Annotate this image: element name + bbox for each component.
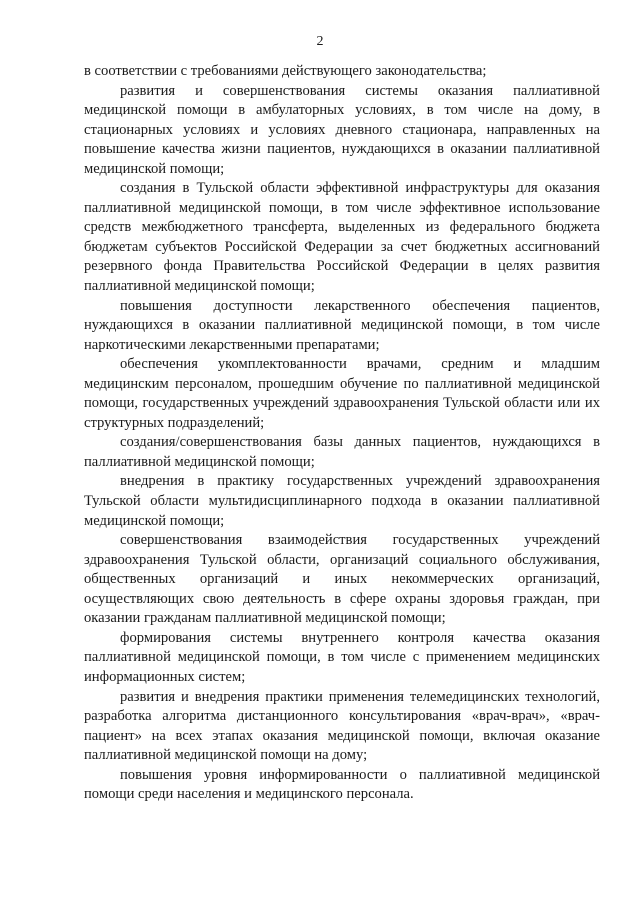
document-body — [84, 62, 600, 805]
paragraph-patient-database: создания/совершенствования базы данных пациентов, нуждающихся в паллиативной медицинской помощи; — [84, 434, 600, 470]
page-number: 2 — [316, 34, 324, 49]
paragraph-continuation: в соответствии с требованиями действующего законодательства; — [84, 63, 487, 79]
paragraph-drug-availability: повышения доступности лекарственного обеспечения пациентов, нуждающихся в оказании паллиативной медицинской помощи, в том числе наркотическими лекарственными препаратами; — [84, 297, 600, 353]
paragraph-staffing: обеспечения укомплектованности врачами, средним и младшим медицинским персоналом, прошедшим обучение по паллиативной медицинской помощи, государственных учреждений здравоохранения Тульской области или их структурных подразделений; — [84, 356, 600, 431]
paragraph-infrastructure: создания в Тульской области эффективной инфраструктуры для оказания паллиативной медицинской помощи, в том числе эффективное использование средств межбюджетного трансферта, выделенных из федерального бюджета бюджетам субъектов Российской Федерации за счет бюджетных ассигнований резервного фонда Правительства Российской Федерации в целях развития паллиативной медицинской помощи; — [84, 180, 600, 295]
paragraph-quality-control: формирования системы внутреннего контроля качества оказания паллиативной медицинской помощи, в том числе с применением медицинских информационных систем; — [84, 629, 600, 685]
paragraph-multidisciplinary: внедрения в практику государственных учреждений здравоохранения Тульской области мультидисциплинарного подхода в оказании паллиативной медицинской помощи; — [84, 473, 600, 529]
paragraph-awareness: повышения уровня информированности о паллиативной медицинской помощи среди населения и медицинского персонала. — [84, 766, 600, 803]
paragraph-telemedicine: развития и внедрения практики применения телемедицинских технологий, разработка алгоритма дистанционного консультирования «врач-врач», «врач-пациент» на всех этапах оказания медицинской помощи, включая оказание паллиативной медицинской помощи на дому; — [84, 688, 600, 764]
paragraph-cooperation: совершенствования взаимодействия государственных учреждений здравоохранения Тульской области, организаций социального обслуживания, общественных организаций и иных некоммерческих организаций, осуществляющих свою деятельность в сфере охраны здоровья граждан, при оказании гражданам паллиативной медицинской помощи; — [84, 532, 600, 627]
paragraph-palliative-care-development: развития и совершенствования системы оказания паллиативной медицинской помощи в амбулаторных условиях, в том числе на дому, в стационарных условиях и условиях дневного стационара, направленных на повышение качества жизни пациентов, нуждающихся в оказании паллиативной медицинской помощи; — [84, 82, 600, 177]
